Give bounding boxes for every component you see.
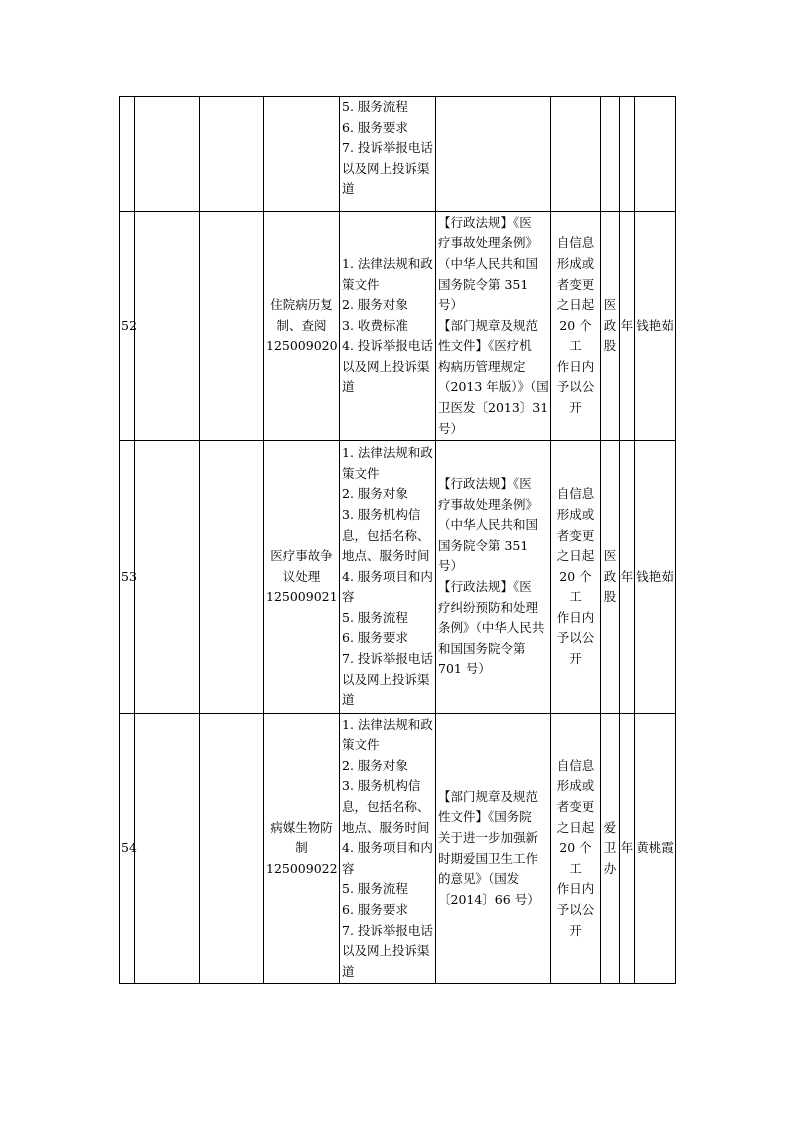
time-line: 之日起 (556, 297, 595, 313)
cycle-text: 年 (620, 568, 634, 584)
basis-line: （中华人民共和国 (438, 517, 539, 533)
item-name-cell (264, 97, 340, 212)
row-number-cell (120, 97, 135, 212)
time-line: 之日起 (556, 819, 595, 835)
item-name-line: 125009022 (266, 860, 338, 876)
time-line: 自信息 (556, 486, 595, 502)
time-line: 形成或 (556, 506, 595, 522)
basis-line: 条例》（中华人民共 (438, 620, 545, 636)
basis-line: 性文件】《医疗机 (438, 338, 532, 354)
responsible-person: 钱艳茹 (636, 317, 674, 333)
time-line: 开 (569, 922, 582, 938)
cycle-text: 年 (620, 840, 634, 856)
content-line: 地点、服务时间 (342, 548, 430, 564)
table-row (120, 212, 676, 441)
content-line: 7. 投诉举报电话 (342, 651, 433, 667)
content-line: 3. 收费标准 (342, 317, 408, 333)
basis-line: 国务院令第 351 号） (438, 276, 529, 313)
responsible-person-cell (635, 212, 676, 441)
basis-line: 【行政法规】《医 (438, 476, 532, 492)
basis-line: 【部门规章及规范 (438, 317, 539, 333)
row-number-cell (120, 212, 135, 441)
department-char: 股 (603, 338, 617, 354)
disclosure-time-cell (551, 97, 601, 212)
cycle-cell (620, 97, 635, 212)
basis-line: 701 号） (438, 661, 491, 677)
empty-cell (135, 97, 200, 212)
basis-line: 〔2014〕66 号） (438, 891, 540, 907)
basis-line: 疗事故处理条例》 (438, 496, 539, 512)
disclosure-content-cell (340, 714, 436, 984)
responsible-person: 钱艳茹 (636, 568, 674, 584)
content-line: 2. 服务对象 (342, 297, 408, 313)
item-name-line: 议处理 (282, 568, 321, 584)
time-line: 作日内 (556, 881, 595, 897)
time-line: 自信息 (556, 235, 595, 251)
basis-line: 卫医发〔2013〕31 (438, 400, 549, 416)
time-line: 予以公 (556, 901, 595, 917)
basis-line: 【行政法规】《医 (438, 214, 532, 230)
cycle-cell (620, 441, 635, 714)
content-line: 6. 服务要求 (342, 901, 408, 917)
basis-line: 关于进一步加强新 (438, 829, 539, 845)
item-name-line: 125009021 (266, 589, 338, 605)
disclosure-time-cell (551, 212, 601, 441)
content-line: 7. 投诉举报电话 (342, 140, 433, 156)
time-line: 者变更 (556, 276, 595, 292)
empty-cell (200, 714, 264, 984)
time-line: 20 个工 (559, 568, 592, 605)
time-line: 自信息 (556, 757, 595, 773)
cycle-text: 年 (620, 317, 634, 333)
legal-basis-cell (436, 441, 551, 714)
department-char: 爱 (603, 819, 617, 835)
disclosure-content-cell (340, 441, 436, 714)
item-name-cell (264, 212, 340, 441)
content-line: 5. 服务流程 (342, 99, 408, 114)
item-name-cell (264, 441, 340, 714)
basis-line: 构病历管理规定 (438, 358, 526, 374)
basis-line: 性文件】《国务院 (438, 809, 532, 825)
cycle-cell (620, 212, 635, 441)
time-line: 开 (569, 400, 582, 416)
content-line: 1. 法律法规和政 (342, 716, 433, 732)
content-line: 1. 法律法规和政 (342, 445, 433, 461)
department-char: 办 (603, 860, 617, 876)
department-char: 政 (603, 568, 617, 584)
content-line: 息，包括名称、 (342, 527, 430, 543)
content-line: 7. 投诉举报电话 (342, 922, 433, 938)
time-line: 者变更 (556, 799, 595, 815)
content-line: 5. 服务流程 (342, 609, 408, 625)
content-line: 以及网上投诉渠 (342, 671, 430, 687)
content-line: 4. 服务项目和内 (342, 840, 433, 856)
item-name-line: 制 (295, 840, 308, 856)
time-line: 形成或 (556, 255, 595, 271)
legal-basis-cell (436, 97, 551, 212)
empty-cell (200, 441, 264, 714)
content-line: 2. 服务对象 (342, 757, 408, 773)
cycle-cell (620, 714, 635, 984)
content-line: 以及网上投诉渠 (342, 358, 430, 374)
department-cell (601, 441, 620, 714)
content-line: 地点、服务时间 (342, 819, 430, 835)
time-line: 作日内 (556, 609, 595, 625)
table-row (120, 97, 676, 212)
disclosure-table (119, 96, 676, 984)
table-row (120, 714, 676, 984)
content-line: 策文件 (342, 465, 380, 481)
time-line: 者变更 (556, 527, 595, 543)
row-number: 54 (121, 840, 137, 856)
basis-line: 的意见》（国发 (438, 871, 520, 887)
item-name-line: 病媒生物防 (270, 819, 333, 835)
item-name-line: 125009020 (266, 338, 338, 354)
content-line: 容 (342, 589, 355, 605)
row-number-cell (120, 441, 135, 714)
row-number: 52 (121, 317, 137, 333)
basis-line: （2013 年版）》（国 (438, 379, 549, 395)
department-cell (601, 97, 620, 212)
department-char: 医 (603, 297, 617, 313)
empty-cell (135, 441, 200, 714)
basis-line: 疗纠纷预防和处理 (438, 599, 539, 615)
content-line: 3. 服务机构信 (342, 506, 421, 522)
empty-cell (200, 97, 264, 212)
time-line: 予以公 (556, 379, 595, 395)
basis-line: 疗事故处理条例》 (438, 235, 539, 251)
basis-line: 号） (438, 420, 464, 436)
content-line: 4. 服务项目和内 (342, 568, 433, 584)
content-line: 6. 服务要求 (342, 630, 408, 646)
content-line: 以及网上投诉渠 (342, 160, 430, 176)
responsible-person-cell (635, 441, 676, 714)
content-line: 道 (342, 692, 355, 708)
content-line: 策文件 (342, 737, 380, 753)
content-line: 6. 服务要求 (342, 119, 408, 135)
row-number-cell (120, 714, 135, 984)
content-line: 以及网上投诉渠 (342, 943, 430, 959)
content-line: 策文件 (342, 276, 380, 292)
disclosure-content-cell (340, 212, 436, 441)
responsible-person: 黄桃霞 (636, 840, 674, 856)
disclosure-time-cell (551, 714, 601, 984)
disclosure-content-cell (340, 97, 436, 212)
content-line: 道 (342, 379, 355, 395)
item-name-line: 制、查阅 (276, 317, 327, 333)
content-line: 道 (342, 181, 355, 197)
basis-line: 【行政法规】《医 (438, 579, 532, 594)
department-char: 医 (603, 548, 617, 564)
time-line: 之日起 (556, 548, 595, 564)
department-char: 政 (603, 317, 617, 333)
time-line: 20 个工 (559, 317, 592, 354)
item-name-cell (264, 714, 340, 984)
content-line: 5. 服务流程 (342, 881, 408, 897)
content-line: 4. 投诉举报电话 (342, 338, 433, 354)
basis-line: （中华人民共和国 (438, 255, 539, 271)
disclosure-time-cell (551, 441, 601, 714)
content-line: 息，包括名称、 (342, 799, 430, 815)
empty-cell (135, 212, 200, 441)
time-line: 形成或 (556, 778, 595, 794)
department-char: 股 (603, 589, 617, 605)
legal-basis-cell (436, 212, 551, 441)
empty-cell (135, 714, 200, 984)
responsible-person-cell (635, 97, 676, 212)
item-name-line: 医疗事故争 (270, 548, 333, 564)
time-line: 予以公 (556, 630, 595, 646)
content-line: 道 (342, 963, 355, 979)
time-line: 开 (569, 651, 582, 667)
table-row (120, 441, 676, 714)
content-line: 2. 服务对象 (342, 486, 408, 502)
content-line: 3. 服务机构信 (342, 778, 421, 794)
content-line: 1. 法律法规和政 (342, 255, 433, 271)
basis-line: 国务院令第 351 号） (438, 537, 529, 574)
department-cell (601, 714, 620, 984)
legal-basis-cell (436, 714, 551, 984)
item-name-line: 住院病历复 (270, 297, 333, 313)
time-line: 20 个工 (559, 840, 592, 876)
empty-cell (200, 212, 264, 441)
department-char: 卫 (603, 840, 617, 856)
basis-line: 【部门规章及规范 (438, 788, 539, 804)
content-line: 容 (342, 860, 355, 876)
time-line: 作日内 (556, 358, 595, 374)
responsible-person-cell (635, 714, 676, 984)
department-cell (601, 212, 620, 441)
row-number: 53 (121, 568, 137, 584)
basis-line: 时期爱国卫生工作 (438, 850, 539, 866)
basis-line: 和国国务院令第 (438, 640, 526, 656)
